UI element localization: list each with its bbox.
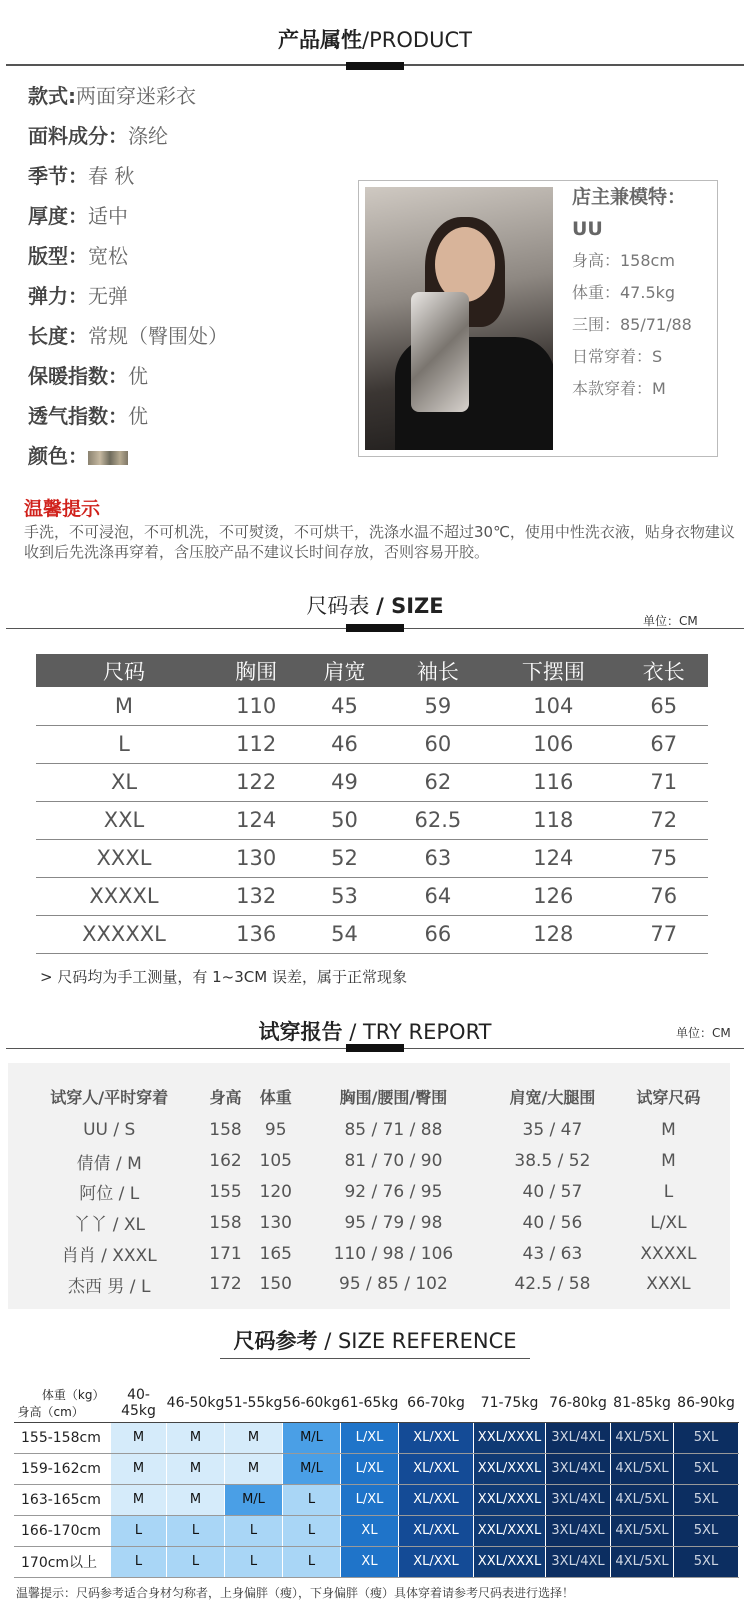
size-cell: XL [36, 763, 212, 801]
weight-column-header: 76-80kg [546, 1384, 611, 1422]
reference-cell: XL/XXL [399, 1515, 474, 1546]
size-cell: 53 [300, 877, 388, 915]
size-header-cell: 下摆围 [487, 654, 620, 687]
size-header-cell: 胸围 [212, 654, 300, 687]
reference-cell: 4XL/5XL [611, 1453, 674, 1484]
report-cell: 丫丫 / XL [73, 1215, 146, 1236]
size-cell: 67 [620, 725, 708, 763]
reference-cell: XXL/XXXL [474, 1546, 546, 1577]
reference-cell: L [283, 1515, 341, 1546]
attribute-list [28, 76, 228, 476]
size-cell: 66 [389, 915, 487, 953]
report-cell: XXXXL [640, 1243, 697, 1264]
reference-cell: L [283, 1484, 341, 1515]
size-title-cn: 尺码表 [306, 594, 370, 618]
divider [220, 1358, 530, 1359]
reference-cell: 5XL [674, 1422, 739, 1453]
model-height: 身高：158cm [572, 251, 675, 270]
report-row [18, 1146, 718, 1177]
report-cell: 38.5 / 52 [514, 1151, 591, 1172]
report-cell: 42.5 / 58 [514, 1274, 591, 1295]
report-section-title [0, 1016, 750, 1046]
size-header-cell: 衣长 [620, 654, 708, 687]
size-row [36, 763, 708, 801]
reference-cell: M [225, 1422, 283, 1453]
attribute-row [28, 436, 228, 476]
attribute-value: 两面穿迷彩衣 [76, 84, 196, 108]
reference-cell: M [225, 1453, 283, 1484]
attribute-row [28, 316, 228, 356]
reference-cell: 4XL/5XL [611, 1422, 674, 1453]
report-cell: M [661, 1120, 676, 1141]
reference-cell: L [167, 1515, 225, 1546]
report-row [18, 1115, 718, 1146]
size-cell: 124 [212, 801, 300, 839]
report-row [18, 1177, 718, 1208]
reference-cell: XL/XXL [399, 1484, 474, 1515]
size-cell: 64 [389, 877, 487, 915]
report-cell: 150 [259, 1274, 292, 1295]
height-row-header: 159-162cm [15, 1453, 111, 1484]
size-cell: 118 [487, 801, 620, 839]
size-row [36, 687, 708, 725]
reference-cell: XXL/XXXL [474, 1515, 546, 1546]
reference-cell: M [167, 1453, 225, 1484]
report-cell: L/XL [650, 1212, 687, 1233]
report-cell: 155 [209, 1181, 242, 1202]
report-row [18, 1207, 718, 1238]
reference-cell: XL/XXL [399, 1453, 474, 1484]
report-header-cell: 肩宽/大腿围 [509, 1087, 596, 1107]
reference-cell: M [167, 1484, 225, 1515]
size-cell: 49 [300, 763, 388, 801]
report-cell: 肖肖 / XXXL [61, 1246, 157, 1267]
reference-cell: XL [341, 1515, 399, 1546]
report-cell: 120 [259, 1181, 292, 1202]
model-photo [365, 187, 553, 450]
reference-cell: L [225, 1515, 283, 1546]
report-cell: UU / S [83, 1120, 136, 1141]
attribute-row [28, 396, 228, 436]
reference-section-title [0, 1325, 750, 1355]
attribute-row [28, 196, 228, 236]
size-cell: 128 [487, 915, 620, 953]
model-card [358, 180, 718, 457]
attribute-row [28, 76, 228, 116]
attribute-value: 宽松 [88, 244, 128, 268]
report-cell: 171 [209, 1243, 242, 1264]
try-report-table [18, 1077, 718, 1300]
size-cell: XXXXXL [36, 915, 212, 953]
height-row-header: 163-165cm [15, 1484, 111, 1515]
attribute-value: 优 [128, 364, 148, 388]
reference-cell: XXL/XXXL [474, 1422, 546, 1453]
report-cell: 85 / 71 / 88 [344, 1120, 443, 1141]
reference-cell: L [111, 1546, 167, 1577]
weight-column-header: 40-45kg [111, 1384, 167, 1422]
attribute-row [28, 116, 228, 156]
size-cell: 122 [212, 763, 300, 801]
size-row [36, 801, 708, 839]
size-header-cell: 肩宽 [300, 654, 388, 687]
report-title-en: / TRY REPORT [349, 1020, 492, 1044]
attribute-value: 优 [128, 404, 148, 428]
reference-cell: 5XL [674, 1484, 739, 1515]
size-cell: XXXXL [36, 877, 212, 915]
size-cell: 52 [300, 839, 388, 877]
reference-cell: M [111, 1422, 167, 1453]
report-unit: 单位：CM [676, 1026, 731, 1040]
report-cell: 倩倩 / M [76, 1153, 142, 1174]
reference-cell: 3XL/4XL [546, 1453, 611, 1484]
size-cell: 136 [212, 915, 300, 953]
report-cell: 43 / 63 [522, 1243, 583, 1264]
reference-cell: 5XL [674, 1453, 739, 1484]
attribute-key: 长度： [28, 324, 88, 348]
size-cell: M [36, 687, 212, 725]
report-cell: 158 [209, 1212, 242, 1233]
reference-row [15, 1422, 739, 1453]
height-row-header: 166-170cm [15, 1515, 111, 1546]
attribute-key: 弹力： [28, 284, 88, 308]
reference-cell: XXL/XXXL [474, 1484, 546, 1515]
report-cell: 40 / 57 [522, 1181, 583, 1202]
report-title-cn: 试穿报告 [258, 1020, 343, 1044]
reference-cell: L [167, 1546, 225, 1577]
size-cell: L [36, 725, 212, 763]
size-cell: 62 [389, 763, 487, 801]
reference-cell: L [111, 1515, 167, 1546]
model-this-size: 本款穿着：M [572, 379, 666, 398]
reference-cell: M [111, 1453, 167, 1484]
size-cell: 65 [620, 687, 708, 725]
size-cell: 59 [389, 687, 487, 725]
report-cell: 105 [259, 1151, 292, 1172]
reference-cell: 3XL/4XL [546, 1546, 611, 1577]
attribute-value: 春 秋 [88, 164, 135, 188]
report-cell: 130 [259, 1212, 292, 1233]
report-cell: 110 / 98 / 106 [333, 1243, 454, 1264]
reference-corner [15, 1384, 111, 1422]
attribute-key: 款式: [28, 84, 76, 108]
attribute-value: 涤纶 [128, 124, 168, 148]
reference-cell: 3XL/4XL [546, 1484, 611, 1515]
size-cell: 46 [300, 725, 388, 763]
reference-cell: L/XL [341, 1422, 399, 1453]
size-row [36, 877, 708, 915]
size-table [36, 654, 708, 954]
corner-height-label: 身高（cm） [17, 1404, 84, 1419]
weight-column-header: 66-70kg [399, 1384, 474, 1422]
reference-cell: 5XL [674, 1546, 739, 1577]
reference-cell: L/XL [341, 1484, 399, 1515]
report-cell: 158 [209, 1120, 242, 1141]
size-section-title [0, 590, 750, 620]
report-header-cell: 试穿尺码 [636, 1087, 701, 1107]
report-header-cell: 胸围/腰围/臀围 [339, 1087, 448, 1107]
model-measurements: 三围：85/71/88 [572, 315, 692, 334]
size-cell: 60 [389, 725, 487, 763]
size-header-cell: 尺码 [36, 654, 212, 687]
attribute-key: 保暖指数： [28, 364, 128, 388]
report-header-cell: 体重 [259, 1087, 292, 1107]
weight-column-header: 71-75kg [474, 1384, 546, 1422]
reference-cell: M/L [283, 1453, 341, 1484]
report-cell: 40 / 56 [522, 1212, 583, 1233]
reference-cell: 4XL/5XL [611, 1546, 674, 1577]
attribute-row [28, 356, 228, 396]
report-row [18, 1238, 718, 1269]
reference-cell: L [225, 1546, 283, 1577]
report-header-cell: 试穿人/平时穿着 [50, 1087, 169, 1107]
reference-cell: 3XL/4XL [546, 1515, 611, 1546]
report-cell: 95 [264, 1120, 287, 1141]
reference-cell: XL/XXL [399, 1546, 474, 1577]
weight-column-header: 61-65kg [341, 1384, 399, 1422]
product-section-title [0, 24, 750, 54]
color-swatch [88, 451, 128, 465]
height-row-header: 155-158cm [15, 1422, 111, 1453]
report-cell: 35 / 47 [522, 1120, 583, 1141]
attribute-key: 版型： [28, 244, 88, 268]
height-row-header: 170cm以上 [15, 1546, 111, 1577]
attribute-value: 无弹 [88, 284, 128, 308]
reference-note: 温馨提示：尺码参考适合身材匀称者，上身偏胖（瘦），下身偏胖（瘦）具体穿着请参考尺码表进行选择！ [16, 1586, 575, 1600]
report-header-cell: 身高 [209, 1087, 242, 1107]
attribute-row [28, 276, 228, 316]
care-tip-title: 温馨提示 [24, 498, 101, 520]
size-cell: 106 [487, 725, 620, 763]
size-row [36, 915, 708, 953]
reference-row [15, 1453, 739, 1484]
size-row [36, 725, 708, 763]
report-cell: 阿位 / L [79, 1184, 140, 1205]
model-name: UU [572, 218, 603, 240]
size-cell: 76 [620, 877, 708, 915]
attribute-key: 季节： [28, 164, 88, 188]
reference-cell: 4XL/5XL [611, 1515, 674, 1546]
reference-row [15, 1515, 739, 1546]
attribute-key: 面料成分： [28, 124, 128, 148]
reference-cell: 5XL [674, 1515, 739, 1546]
attribute-value: 常规（臀围处） [88, 324, 228, 348]
reference-title-en: / SIZE REFERENCE [324, 1329, 517, 1353]
reference-cell: M/L [225, 1484, 283, 1515]
attribute-key: 颜色： [28, 444, 88, 468]
report-cell: 165 [259, 1243, 292, 1264]
size-header-cell: 袖长 [389, 654, 487, 687]
size-cell: 62.5 [389, 801, 487, 839]
size-cell: XXXL [36, 839, 212, 877]
product-title-cn: 产品属性 [278, 28, 363, 52]
size-cell: 104 [487, 687, 620, 725]
reference-cell: L [283, 1546, 341, 1577]
report-cell: 172 [209, 1274, 242, 1295]
report-cell: XXXL [646, 1274, 691, 1295]
title-underline [346, 624, 404, 632]
size-cell: 110 [212, 687, 300, 725]
size-cell: 54 [300, 915, 388, 953]
size-cell: 124 [487, 839, 620, 877]
attribute-row [28, 236, 228, 276]
reference-row [15, 1546, 739, 1577]
weight-column-header: 51-55kg [225, 1384, 283, 1422]
size-reference-table [14, 1384, 739, 1578]
reference-cell: 4XL/5XL [611, 1484, 674, 1515]
title-underline [346, 1044, 404, 1052]
weight-column-header: 86-90kg [674, 1384, 739, 1422]
care-tip-body: 手洗，不可浸泡，不可机洗，不可熨烫，不可烘干，洗涤水温不超过30℃，使用中性洗衣液，贴身衣物建议收到后先洗涤再穿着，含压胶产品不建议长时间存放，否则容易开胶。 [24, 523, 735, 561]
reference-cell: M [167, 1422, 225, 1453]
size-cell: 126 [487, 877, 620, 915]
size-cell: 50 [300, 801, 388, 839]
report-cell: L [663, 1181, 674, 1202]
corner-weight-label: 体重（kg） [41, 1388, 105, 1402]
title-underline [346, 62, 404, 70]
size-title-en: / SIZE [376, 594, 444, 618]
report-cell: 92 / 76 / 95 [344, 1181, 443, 1202]
attribute-row [28, 156, 228, 196]
size-cell: 63 [389, 839, 487, 877]
reference-row [15, 1484, 739, 1515]
reference-cell: M [111, 1484, 167, 1515]
reference-cell: XXL/XXXL [474, 1453, 546, 1484]
report-cell: 162 [209, 1151, 242, 1172]
attribute-key: 透气指数： [28, 404, 128, 428]
reference-cell: L/XL [341, 1453, 399, 1484]
size-cell: 116 [487, 763, 620, 801]
size-cell: 77 [620, 915, 708, 953]
measurement-note: > 尺码均为手工测量，有 1~3CM 误差，属于正常现象 [40, 968, 407, 986]
product-title-en: /PRODUCT [362, 28, 472, 52]
reference-title-cn: 尺码参考 [233, 1329, 318, 1353]
size-cell: 75 [620, 839, 708, 877]
size-cell: 112 [212, 725, 300, 763]
model-daily-size: 日常穿着：S [572, 347, 663, 366]
model-weight: 体重：47.5kg [572, 283, 676, 302]
report-cell: 95 / 79 / 98 [344, 1212, 443, 1233]
weight-column-header: 81-85kg [611, 1384, 674, 1422]
model-info [572, 181, 712, 405]
report-cell: M [661, 1151, 676, 1172]
attribute-value: 适中 [88, 204, 128, 228]
report-cell: 81 / 70 / 90 [344, 1151, 443, 1172]
size-cell: XXL [36, 801, 212, 839]
report-row [18, 1269, 718, 1300]
report-cell: 95 / 85 / 102 [339, 1274, 448, 1295]
reference-cell: XL [341, 1546, 399, 1577]
attribute-key: 厚度： [28, 204, 88, 228]
size-cell: 45 [300, 687, 388, 725]
size-cell: 130 [212, 839, 300, 877]
size-unit: 单位：CM [643, 614, 698, 628]
report-cell: 杰西 男 / L [68, 1276, 151, 1297]
reference-cell: 3XL/4XL [546, 1422, 611, 1453]
model-heading: 店主兼模特： [572, 186, 687, 208]
reference-cell: XL/XXL [399, 1422, 474, 1453]
reference-cell: M/L [283, 1422, 341, 1453]
size-cell: 132 [212, 877, 300, 915]
size-row [36, 839, 708, 877]
weight-column-header: 46-50kg [167, 1384, 225, 1422]
size-cell: 71 [620, 763, 708, 801]
weight-column-header: 56-60kg [283, 1384, 341, 1422]
size-cell: 72 [620, 801, 708, 839]
